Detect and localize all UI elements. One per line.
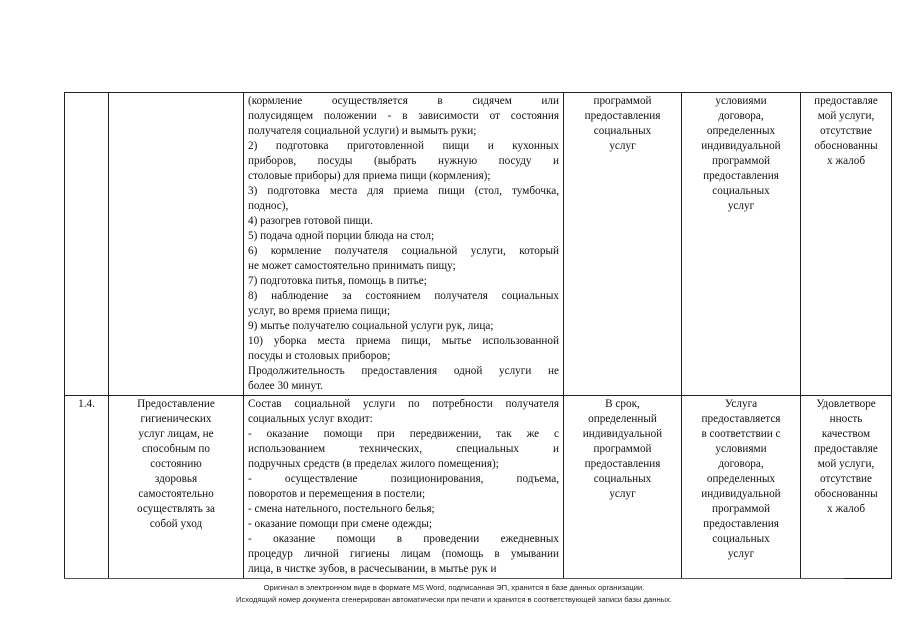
- conditions-cell: [682, 396, 801, 579]
- cell-text-line: социальных: [712, 185, 770, 197]
- cell-text-line: в соответствии с: [701, 428, 781, 440]
- cell-text-line: полусидящем положении - в зависимости от состояния: [248, 110, 559, 122]
- cell-text-line: самостоятельно: [138, 488, 214, 500]
- cell-text-line: программой: [593, 95, 652, 107]
- cell-text-line: определенный: [588, 413, 657, 425]
- cell-text-line: посуды и столовых приборов;: [248, 350, 391, 362]
- cell-text-line: программой: [711, 503, 771, 515]
- cell-text-line: индивидуальной: [701, 488, 781, 500]
- cell-text-line: Продолжительность предоставления одной услуги не: [248, 365, 559, 377]
- service-description-cell: [244, 93, 564, 396]
- quality-cell: [801, 93, 892, 396]
- row-number-cell: 1.4.: [65, 396, 109, 579]
- cell-text-line: обоснованны: [814, 488, 878, 500]
- term-cell: [564, 93, 682, 396]
- cell-text-line: гигиенических: [140, 413, 212, 425]
- cell-text-line: х жалоб: [826, 155, 866, 167]
- cell-text-line: - смена нательного, постельного белья;: [248, 503, 435, 515]
- cell-text-line: получателя социальной услуги) и вымыть руки;: [248, 125, 477, 137]
- cell-text-line: индивидуальной: [701, 140, 781, 152]
- cell-text-line: 2) подготовка приготовленной пищи и кухонных: [248, 140, 559, 152]
- cell-text-line: 4) разогрев готовой пищи.: [248, 215, 373, 227]
- cell-text-line: Услуга: [724, 398, 758, 410]
- cell-text-line: индивидуальной: [582, 428, 663, 440]
- cell-text-line: подручных средств (в пределах жилого помещения);: [248, 458, 499, 470]
- cell-text-line: более 30 минут.: [248, 380, 323, 392]
- cell-text-line: 7) подготовка питья, помощь в питье;: [248, 275, 427, 287]
- term-cell: [564, 396, 682, 579]
- cell-text-line: условиями: [715, 95, 767, 107]
- cell-text-line: мой услуги,: [817, 458, 875, 470]
- cell-text-line: предоставляе: [814, 443, 878, 455]
- cell-text-line: не может самостоятельно принимать пищу;: [248, 260, 456, 272]
- cell-text-line: определенных: [706, 473, 776, 485]
- services-table: [64, 92, 892, 579]
- cell-text-line: договора,: [718, 458, 764, 470]
- cell-text-line: состоянию: [150, 458, 202, 470]
- table-row: [65, 93, 892, 396]
- cell-text-line: (кормление осуществляется в сидячем или: [248, 95, 559, 107]
- cell-text-line: обоснованны: [814, 140, 878, 152]
- cell-text-line: предоставления: [584, 110, 661, 122]
- footer-note-original: Оригинал в электронном виде в формате MS Word, подписанная ЭП, хранится в базе данных организации.: [263, 583, 645, 592]
- cell-text-line: - оказание помощи при передвижении, так же с: [248, 428, 559, 440]
- cell-text-line: лица, в чистке зубов, в расчесывании, в мытье рук и: [248, 563, 497, 575]
- cell-text-line: Предоставление: [137, 398, 215, 410]
- service-name-cell: [109, 396, 244, 579]
- cell-text-line: предоставления: [703, 518, 779, 530]
- cell-text-line: предоставления: [584, 458, 661, 470]
- row-number-cell: [65, 93, 109, 396]
- cell-text-line: социальных: [712, 533, 770, 545]
- cell-text-line: программой: [711, 155, 771, 167]
- cell-text-line: предоставления: [703, 170, 779, 182]
- cell-text-line: - оказание помощи в проведении ежедневных: [248, 533, 559, 545]
- service-description-cell: [244, 396, 564, 579]
- cell-text-line: - оказание помощи при смене одежды;: [248, 518, 433, 530]
- quality-cell: [801, 396, 892, 579]
- cell-text-line: - осуществление позиционирования, подъема,: [248, 473, 559, 485]
- cell-text-line: предоставляе: [814, 95, 878, 107]
- cell-text-line: 3) подготовка места для приема пищи (стол, тумбочка,: [248, 185, 559, 197]
- cell-text-line: столовые приборы) для приема пищи (кормления);: [248, 170, 491, 182]
- cell-text-line: способным по: [141, 443, 211, 455]
- cell-text-line: отсутствие: [820, 473, 872, 485]
- cell-text-line: услуг лицам, не: [138, 428, 214, 440]
- cell-text-line: 5) подача одной порции блюда на стол;: [248, 230, 435, 242]
- cell-text-line: поворотов и перемещения в постели;: [248, 488, 426, 500]
- cell-text-line: определенных: [706, 125, 776, 137]
- cell-text-line: осуществлять за: [136, 503, 216, 515]
- cell-text-line: мой услуги,: [817, 110, 875, 122]
- cell-text-line: условиями: [715, 443, 767, 455]
- cell-text-line: Состав социальной услуги по потребности получателя: [248, 398, 559, 410]
- cell-text-line: 9) мытье получателю социальной услуги рук, лица;: [248, 320, 494, 332]
- cell-text-line: 6) кормление получателя социальной услуги, который: [248, 245, 559, 257]
- cell-text-line: услуг, во время приема пищи;: [248, 305, 391, 317]
- service-name-cell: [109, 93, 244, 396]
- cell-text-line: здоровья: [154, 473, 198, 485]
- cell-text-line: социальных: [593, 473, 652, 485]
- cell-text-line: собой уход: [149, 518, 203, 530]
- cell-text-line: 8) наблюдение за состоянием получателя социальных: [248, 290, 559, 302]
- cell-text-line: социальных: [593, 125, 652, 137]
- cell-text-line: х жалоб: [826, 503, 866, 515]
- footer-note-number: Исходящий номер документа сгенерирован автоматически при печати и хранится в соответствующей записи базы данных.: [235, 595, 672, 604]
- cell-text-line: качеством: [821, 428, 871, 440]
- cell-text-line: процедур личной гигиены лицам (помощь в умывании: [248, 548, 559, 560]
- footer-divider: [64, 578, 844, 579]
- cell-text-line: отсутствие: [820, 125, 872, 137]
- cell-text-line: поднос),: [248, 200, 289, 212]
- cell-text-line: социальных услуг входит:: [248, 413, 373, 425]
- cell-text-line: программой: [593, 443, 652, 455]
- cell-text-line: услуг: [727, 200, 755, 212]
- cell-text-line: нность: [829, 413, 863, 425]
- conditions-cell: [682, 93, 801, 396]
- cell-text-line: 10) уборка места приема пищи, мытье использованной: [248, 335, 559, 347]
- cell-text-line: предоставляется: [701, 413, 781, 425]
- cell-text-line: услуг: [727, 548, 755, 560]
- cell-text-line: услуг: [609, 488, 636, 500]
- cell-text-line: Удовлетворе: [816, 398, 876, 410]
- cell-text-line: В срок,: [605, 398, 640, 410]
- cell-text-line: использованием технических, специальных и: [248, 443, 559, 455]
- cell-text-line: услуг: [609, 140, 636, 152]
- table-row: [65, 396, 892, 579]
- cell-text-line: приборов, посуды (выбрать нужную посуду и: [248, 155, 559, 167]
- cell-text-line: договора,: [718, 110, 764, 122]
